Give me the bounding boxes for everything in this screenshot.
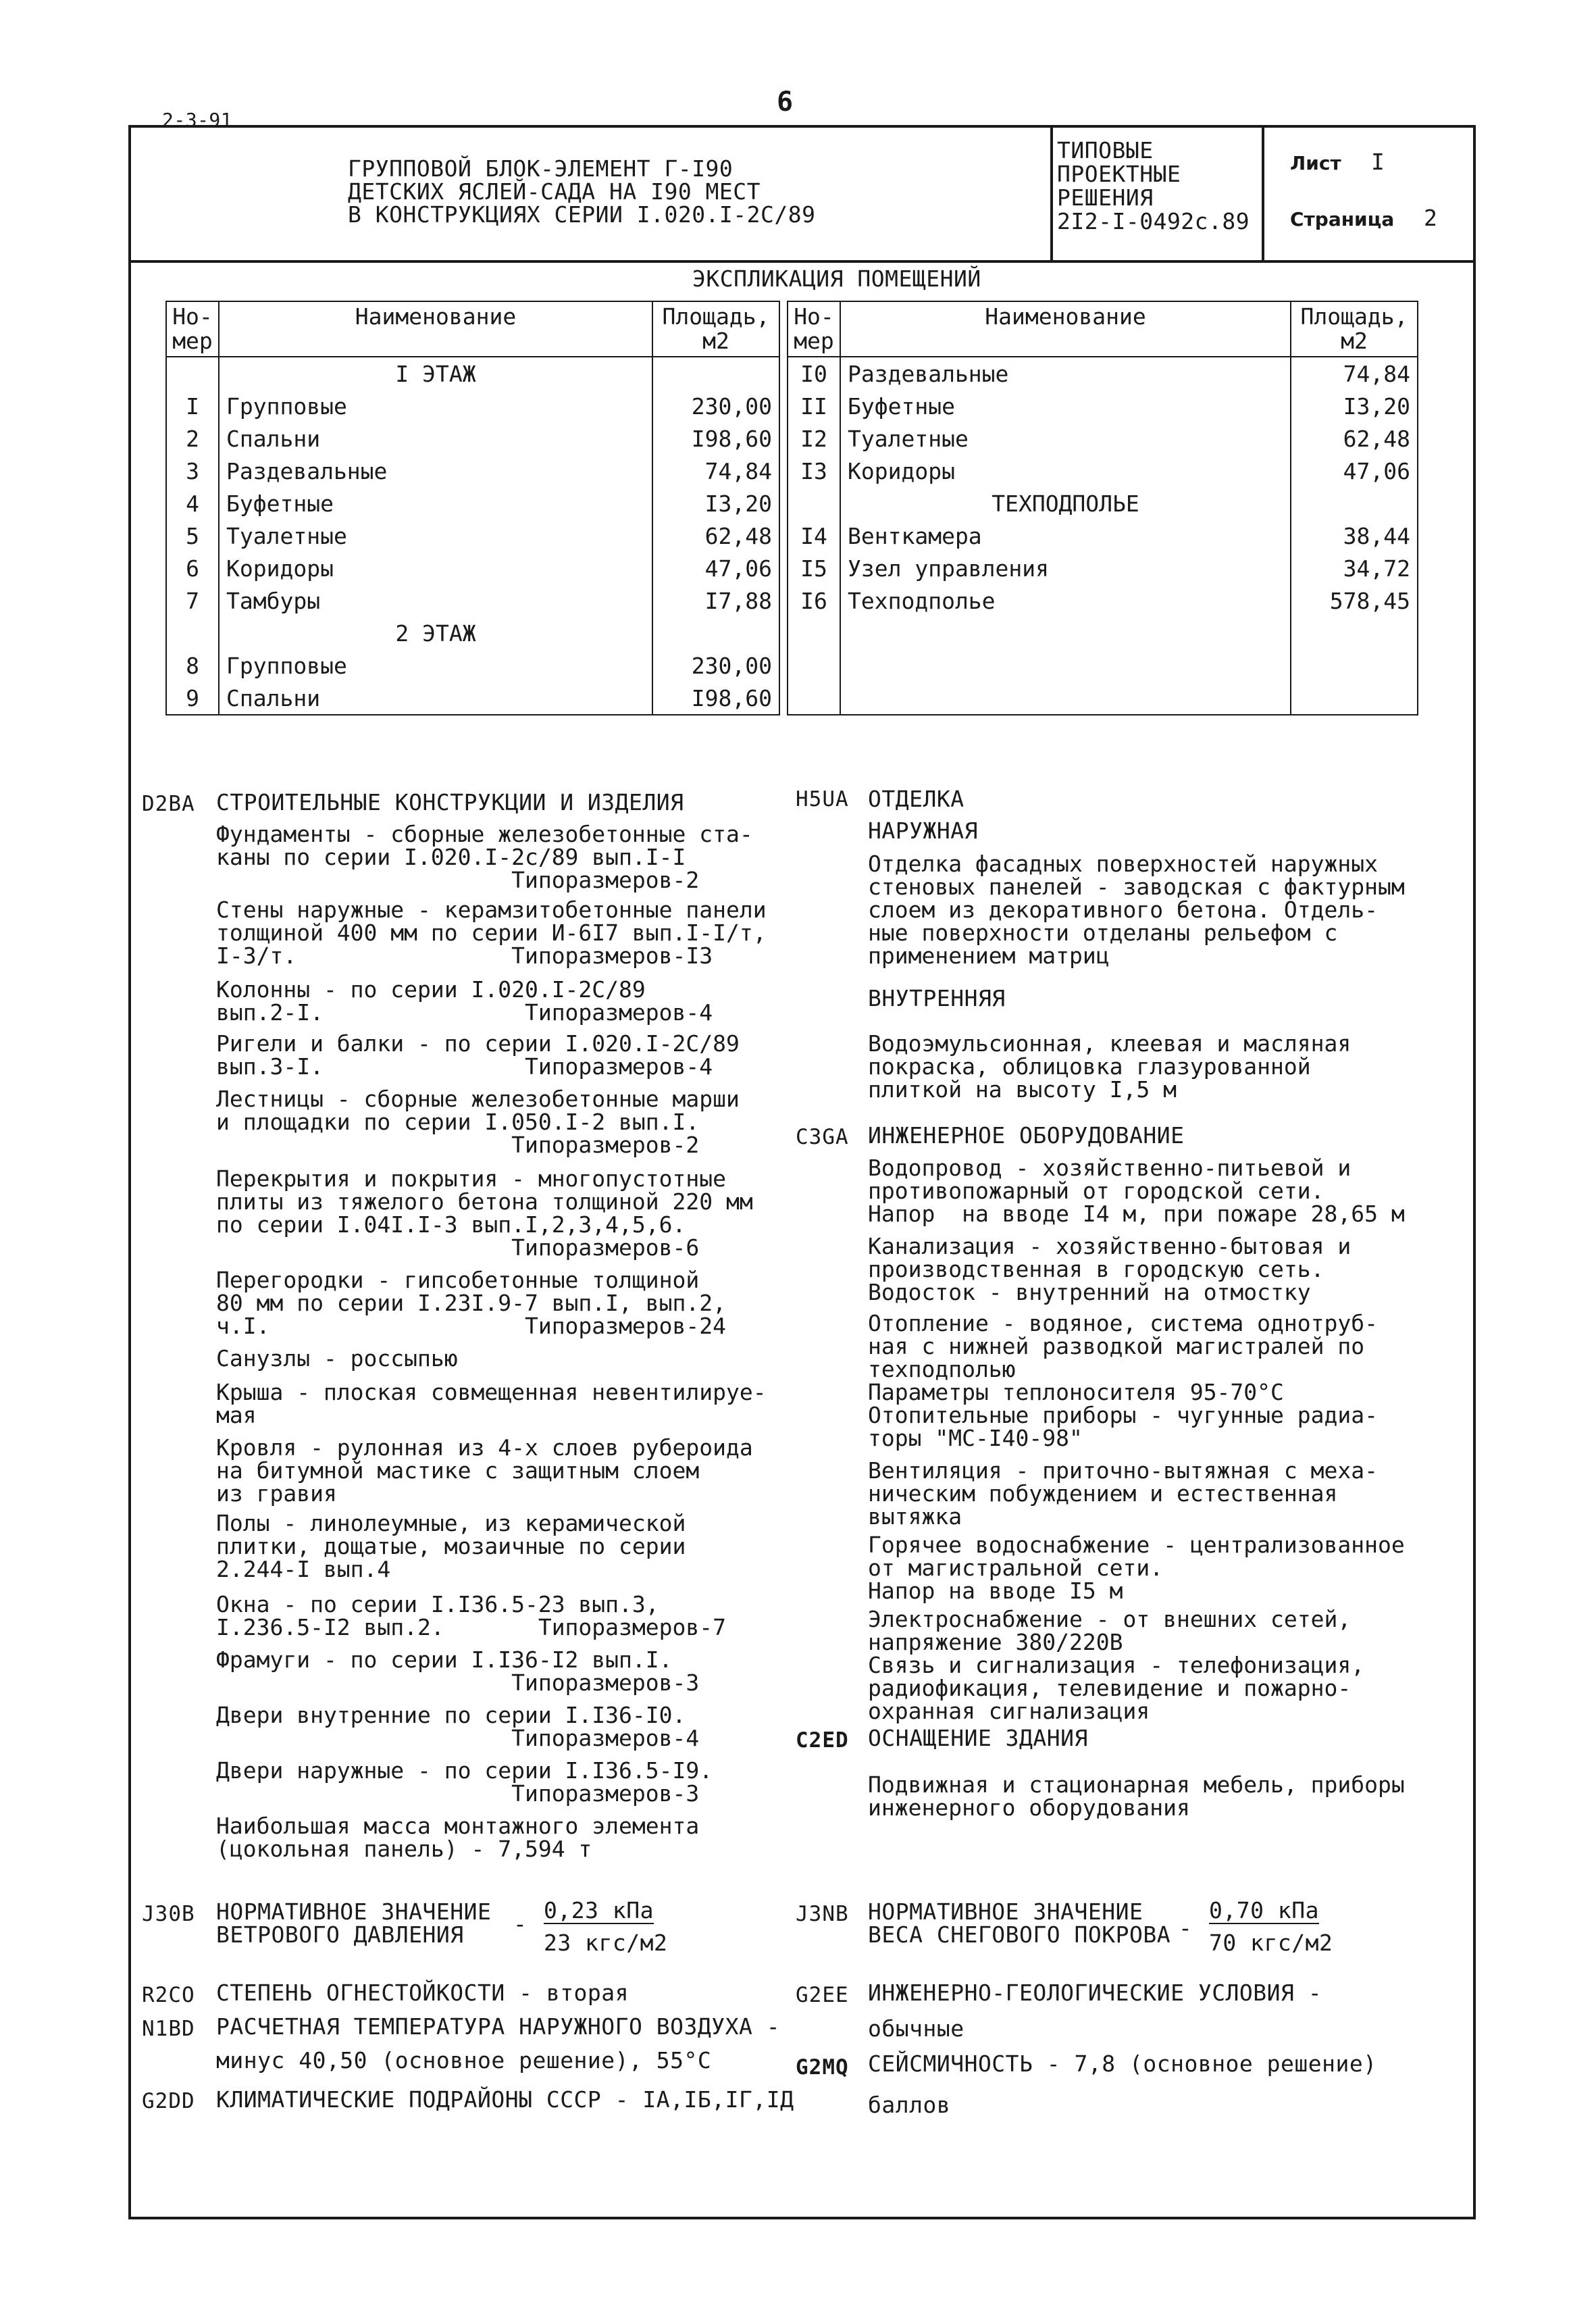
- finishing-code: H5UA: [796, 787, 849, 811]
- equipment-code: C2ED: [796, 1728, 849, 1753]
- table-row: 7 Тамбуры I7,88: [166, 584, 779, 617]
- table-row: 9 Спальни I98,60: [166, 682, 779, 715]
- col-area-header: Площадь, м2: [652, 301, 779, 357]
- series-code: 2-3-91: [162, 109, 233, 131]
- header-col-divider-1: [1050, 125, 1053, 261]
- geology-line-2: обычные: [868, 2015, 964, 2042]
- typical-line-3: РЕШЕНИЯ: [1057, 184, 1154, 211]
- table-row: I5 Узел управления 34,72: [788, 552, 1418, 584]
- table-row: 5 Туалетные 62,48: [166, 520, 779, 552]
- snow-dash: -: [1179, 1915, 1193, 1941]
- table-row: [166, 617, 779, 649]
- table-row: 6 Коридоры 47,06: [166, 552, 779, 584]
- temperature-line-2: минус 40,50 (основное решение), 55°С: [216, 2047, 712, 2073]
- snow-label-2: ВЕСА СНЕГОВОГО ПОКРОВА: [868, 1921, 1171, 1948]
- table-row: I4 Венткамера 38,44: [788, 520, 1418, 552]
- floor-heading: I ЭТАЖ: [219, 357, 652, 390]
- wind-label-1: НОРМАТИВНОЕ ЗНАЧЕНИЕ: [216, 1898, 492, 1925]
- fire-text: СТЕПЕНЬ ОГНЕСТОЙКОСТИ - вторая: [216, 1980, 629, 2006]
- constructions-heading: СТРОИТЕЛЬНЫЕ КОНСТРУКЦИИ И ИЗДЕЛИЯ: [216, 789, 684, 815]
- engineering-item: Водопровод - хозяйственно-питьевой и противопожарный от городской сети. Напор на вводе I4 м, при пожаре 28,65 м: [868, 1155, 1405, 1227]
- engineering-code: C3GA: [796, 1125, 849, 1149]
- table-row: I2 Туалетные 62,48: [788, 422, 1418, 455]
- explication-table-left: [165, 301, 780, 715]
- col-num-header: Но- мер: [788, 301, 840, 357]
- sheet-label: Лист: [1290, 152, 1341, 174]
- header-col-divider-2: [1262, 125, 1264, 261]
- table-row: 3 Раздевальные 74,84: [166, 455, 779, 487]
- constructions-item: Фрамуги - по серии I.I36-I2 вып.I. Типоразмеров-3: [216, 1646, 700, 1696]
- snow-value-kgs: 70 кгс/м2: [1209, 1930, 1333, 1956]
- page-number: 6: [777, 86, 794, 118]
- table-row: II Буфетные I3,20: [788, 390, 1418, 422]
- snow-value-kpa: 0,70 кПа: [1209, 1897, 1319, 1923]
- constructions-item: Санузлы - россыпью: [216, 1345, 458, 1372]
- wind-value-kpa: 0,23 кПа: [544, 1897, 654, 1923]
- constructions-item: Крыша - плоская совмещенная невентилируе- мая: [216, 1379, 767, 1428]
- wind-code: J30B: [142, 1902, 195, 1926]
- geology-line-1: ИНЖЕНЕРНО-ГЕОЛОГИЧЕСКИЕ УСЛОВИЯ -: [868, 1980, 1322, 2006]
- typical-line-2: ПРОЕКТНЫЕ: [1057, 161, 1181, 187]
- constructions-item: Стены наружные - керамзитобетонные панели толщиной 400 мм по серии И-6I7 вып.I-I/т, I-3/т. Типоразмеров-I3: [216, 897, 767, 969]
- snow-label-1: НОРМАТИВНОЕ ЗНАЧЕНИЕ: [868, 1898, 1143, 1925]
- constructions-item: Перегородки - гипсобетонные толщиной 80 мм по серии I.23I.9-7 вып.I, вып.2, ч.I. Типоразмеров-24: [216, 1267, 726, 1339]
- constructions-item: Кровля - рулонная из 4-х слоев рубероида на битумной мастике с защитным слоем из гравия: [216, 1434, 753, 1507]
- table-row: I3 Коридоры 47,06: [788, 455, 1418, 487]
- equipment-heading: ОСНАЩЕНИЕ ЗДАНИЯ: [868, 1725, 1088, 1751]
- typical-line-1: ТИПОВЫЕ: [1057, 137, 1154, 164]
- table-row: [166, 357, 779, 390]
- constructions-code: D2BA: [142, 792, 195, 816]
- constructions-item: Фундаменты - сборные железобетонные ста- каны по серии I.020.I-2с/89 вып.I-I Типоразмеров-2: [216, 821, 753, 893]
- fire-code: R2CO: [142, 1983, 195, 2007]
- header-title-line-3: В КОНСТРУКЦИЯХ СЕРИИ I.020.I-2С/89: [348, 201, 816, 228]
- finishing-inner-text: Водоэмульсионная, клеевая и масляная покраска, облицовка глазурованной плиткой на высоту I,5 м: [868, 1030, 1352, 1103]
- engineering-heading: ИНЖЕНЕРНОЕ ОБОРУДОВАНИЕ: [868, 1122, 1185, 1149]
- header-divider: [128, 260, 1476, 263]
- temperature-line-1: РАСЧЕТНАЯ ТЕМПЕРАТУРА НАРУЖНОГО ВОЗДУХА -: [216, 2013, 781, 2040]
- explication-title: ЭКСПЛИКАЦИЯ ПОМЕЩЕНИЙ: [692, 266, 981, 292]
- constructions-item: Наибольшая масса монтажного элемента (цокольная панель) - 7,594 т: [216, 1813, 700, 1862]
- constructions-item: Перекрытия и покрытия - многопустотные плиты из тяжелого бетона толщиной 220 мм по серии I.04I.I-3 вып.I,2,3,4,5,6. Типоразмеров-6: [216, 1165, 753, 1261]
- constructions-item: Лестницы - сборные железобетонные марши и площадки по серии I.050.I-2 вып.I. Типоразмеров-2: [216, 1086, 740, 1158]
- constructions-item: Двери наружные - по серии I.I36.5-I9. Типоразмеров-3: [216, 1757, 713, 1807]
- table-row: [788, 487, 1418, 520]
- constructions-item: Ригели и балки - по серии I.020.I-2С/89 вып.3-I. Типоразмеров-4: [216, 1030, 740, 1080]
- snow-code: J3NB: [796, 1902, 849, 1926]
- header-title-line-1: ГРУППОВОЙ БЛОК-ЭЛЕМЕНТ Г-I90: [348, 155, 733, 182]
- geology-code: G2EE: [796, 1983, 849, 2007]
- seismic-line-2: баллов: [868, 2092, 951, 2118]
- explication-table-right: [787, 301, 1418, 715]
- col-name-header: Наименование: [840, 301, 1291, 357]
- constructions-item: Окна - по серии I.I36.5-23 вып.3, I.236.5-I2 вып.2. Типоразмеров-7: [216, 1591, 726, 1640]
- equipment-text: Подвижная и стационарная мебель, приборы инженерного оборудования: [868, 1771, 1405, 1821]
- table-row: 4 Буфетные I3,20: [166, 487, 779, 520]
- constructions-item: Полы - линолеумные, из керамической плитки, дощатые, мозаичные по серии 2.244-I вып.4: [216, 1510, 686, 1582]
- temperature-code: N1BD: [142, 2017, 195, 2041]
- engineering-item: Вентиляция - приточно-вытяжная с меха- ническим побуждением и естественная вытяжка: [868, 1457, 1378, 1530]
- climate-code: G2DD: [142, 2089, 195, 2113]
- finishing-heading: ОТДЕЛКА: [868, 786, 964, 812]
- engineering-item: Канализация - хозяйственно-бытовая и производственная в городскую сеть. Водосток - внутренний на отмостку: [868, 1233, 1352, 1305]
- page-value: 2: [1424, 205, 1438, 231]
- section-heading: ТЕХПОДПОЛЬЕ: [840, 487, 1291, 520]
- engineering-item: Горячее водоснабжение - централизованное от магистральной сети. Напор на вводе I5 м: [868, 1532, 1405, 1604]
- sheet-value: I: [1371, 149, 1385, 175]
- floor-heading: 2 ЭТАЖ: [219, 617, 652, 649]
- engineering-item: Электроснабжение - от внешних сетей, напряжение 380/220В Связь и сигнализация - телефонизация, радиофикация, телевидение и пожарно- охранная сигнализация: [868, 1606, 1365, 1724]
- col-area-header: Площадь, м2: [1291, 301, 1418, 357]
- table-row: 8 Групповые 230,00: [166, 649, 779, 682]
- constructions-item: Колонны - по серии I.020.I-2С/89 вып.2-I. Типоразмеров-4: [216, 976, 713, 1026]
- finishing-inner-heading: ВНУТРЕННЯЯ: [868, 985, 1006, 1011]
- seismic-code: G2MQ: [796, 2055, 849, 2080]
- table-row: [788, 682, 1418, 715]
- col-num-header: Но- мер: [166, 301, 219, 357]
- table-row: I0 Раздевальные 74,84: [788, 357, 1418, 390]
- wind-dash: -: [513, 1911, 527, 1937]
- climate-text: КЛИМАТИЧЕСКИЕ ПОДРАЙОНЫ СССР - IА,IБ,IГ,IД: [216, 2086, 794, 2113]
- finishing-outer-heading: НАРУЖНАЯ: [868, 818, 978, 844]
- header-title-line-2: ДЕТСКИХ ЯСЛЕЙ-САДА НА I90 МЕСТ: [348, 178, 761, 205]
- table-row: [788, 649, 1418, 682]
- table-row: [788, 617, 1418, 649]
- wind-label-2: ВЕТРОВОГО ДАВЛЕНИЯ: [216, 1921, 464, 1948]
- col-name-header: Наименование: [219, 301, 652, 357]
- typical-code: 2I2-I-0492с.89: [1057, 208, 1250, 234]
- constructions-item: Двери внутренние по серии I.I36-I0. Типоразмеров-4: [216, 1702, 700, 1751]
- table-row: 2 Спальни I98,60: [166, 422, 779, 455]
- seismic-line-1: СЕЙСМИЧНОСТЬ - 7,8 (основное решение): [868, 2051, 1377, 2077]
- wind-value-kgs: 23 кгс/м2: [544, 1930, 668, 1956]
- engineering-item: Отопление - водяное, система однотруб- ная с нижней разводкой магистралей по техподполью Параметры теплоносителя 95-70°С Отопительные приборы - чугунные радиа- торы "МС-I40-98": [868, 1310, 1378, 1451]
- page-label: Страница: [1290, 208, 1395, 230]
- table-row: I6 Техподполье 578,45: [788, 584, 1418, 617]
- finishing-outer-text: Отделка фасадных поверхностей наружных стеновых панелей - заводская с фактурным слоем из декоративного бетона. Отдель- ные поверхности отделаны рельефом с применением матриц: [868, 851, 1405, 969]
- table-row: I Групповые 230,00: [166, 390, 779, 422]
